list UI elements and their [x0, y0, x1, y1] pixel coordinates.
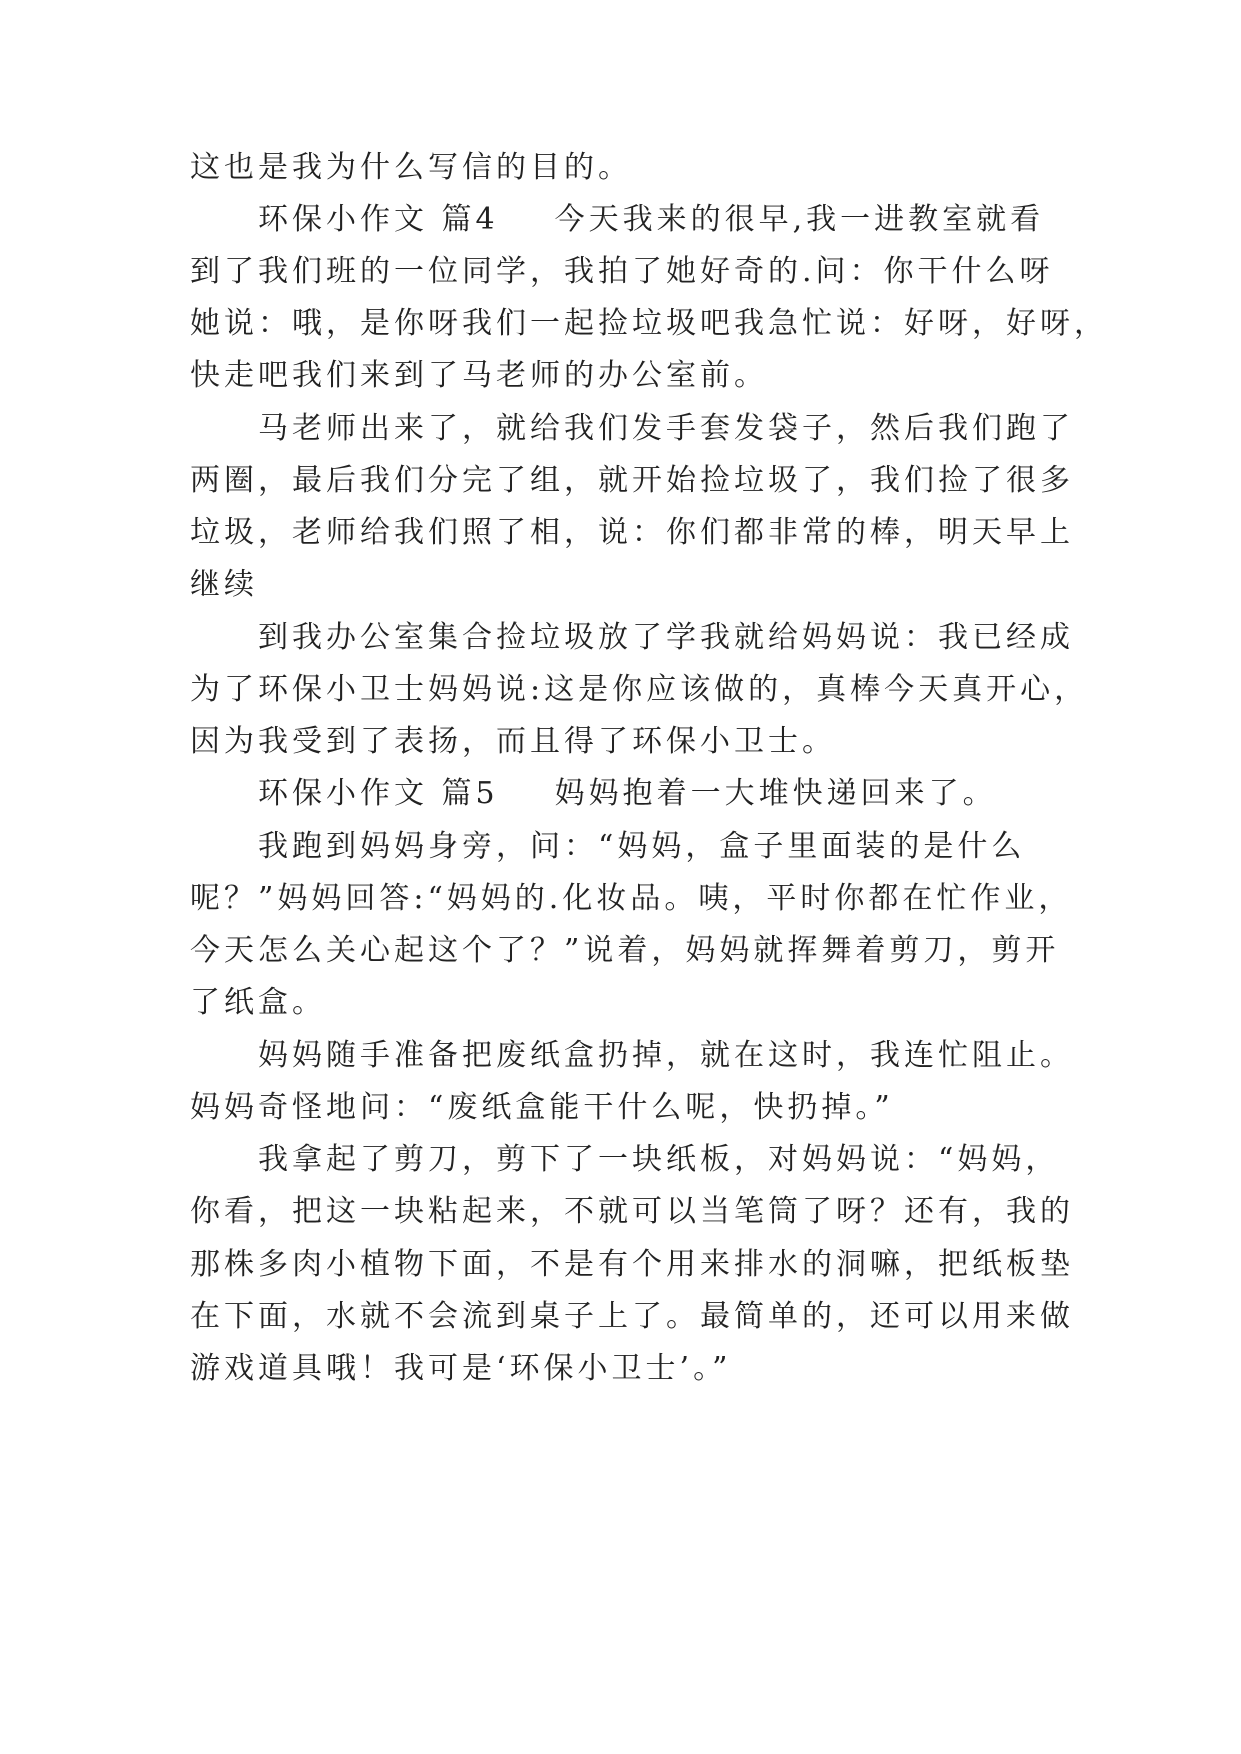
text-line: 那株多肉小植物下面，不是有个用来排水的洞嘛，把纸板垫 — [190, 1247, 1074, 1282]
text-line: 因为我受到了表扬，而且得了环保小卫士。 — [190, 724, 836, 759]
text-line: 今天怎么关心起这个了？”说着，妈妈就挥舞着剪刀，剪开 — [190, 933, 1060, 968]
text-line: 马老师出来了，就给我们发手套发袋子，然后我们跑了 — [258, 411, 1074, 446]
text-line: 快走吧我们来到了马老师的办公室前。 — [190, 358, 768, 393]
text-line: 垃圾，老师给我们照了相，说：你们都非常的棒，明天早上 — [190, 515, 1074, 550]
section-heading: 环保小作文 篇5 — [258, 776, 499, 811]
text-line: 到我办公室集合捡垃圾放了学我就给妈妈说：我已经成 — [258, 620, 1074, 655]
text-line: 游戏道具哦！我可是‘环保小卫士’。” — [190, 1351, 732, 1386]
text-segment: 妈妈抱着一大堆快递回来了。 — [554, 776, 997, 811]
section-heading-line — [258, 774, 1070, 814]
text-line: 了纸盒。 — [190, 985, 326, 1020]
section-heading-line — [258, 200, 1070, 240]
section-heading: 环保小作文 篇4 — [258, 202, 499, 237]
text-line: 两圈，最后我们分完了组，就开始捡垃圾了，我们捡了很多 — [190, 463, 1074, 498]
text-line: 呢？”妈妈回答:“妈妈的.化妆品。咦，平时你都在忙作业， — [190, 881, 1073, 916]
text-line: 妈妈随手准备把废纸盒扔掉，就在这时，我连忙阻止。 — [258, 1038, 1074, 1073]
text-line: 在下面，水就不会流到桌子上了。最简单的，还可以用来做 — [190, 1299, 1074, 1334]
text-line: 我拿起了剪刀，剪下了一块纸板，对妈妈说：“妈妈， — [258, 1142, 1060, 1177]
text-line: 妈妈奇怪地问：“废纸盒能干什么呢，快扔掉。” — [190, 1090, 894, 1125]
text-line: 她说：哦，是你呀我们一起捡垃圾吧我急忙说：好呀，好呀， — [190, 306, 1108, 341]
text-line: 继续 — [190, 567, 258, 602]
text-line: 这也是我为什么写信的目的。 — [190, 150, 632, 185]
text-line: 你看，把这一块粘起来，不就可以当笔筒了呀？还有，我的 — [190, 1194, 1074, 1229]
text-segment: 今天我来的很早,我一进教室就看 — [554, 202, 1045, 237]
text-line: 到了我们班的一位同学，我拍了她好奇的.问：你干什么呀 — [190, 254, 1054, 289]
text-line: 我跑到妈妈身旁，问：“妈妈，盒子里面装的是什么 — [258, 829, 1026, 864]
text-line: 为了环保小卫士妈妈说:这是你应该做的，真棒今天真开心， — [190, 672, 1089, 707]
